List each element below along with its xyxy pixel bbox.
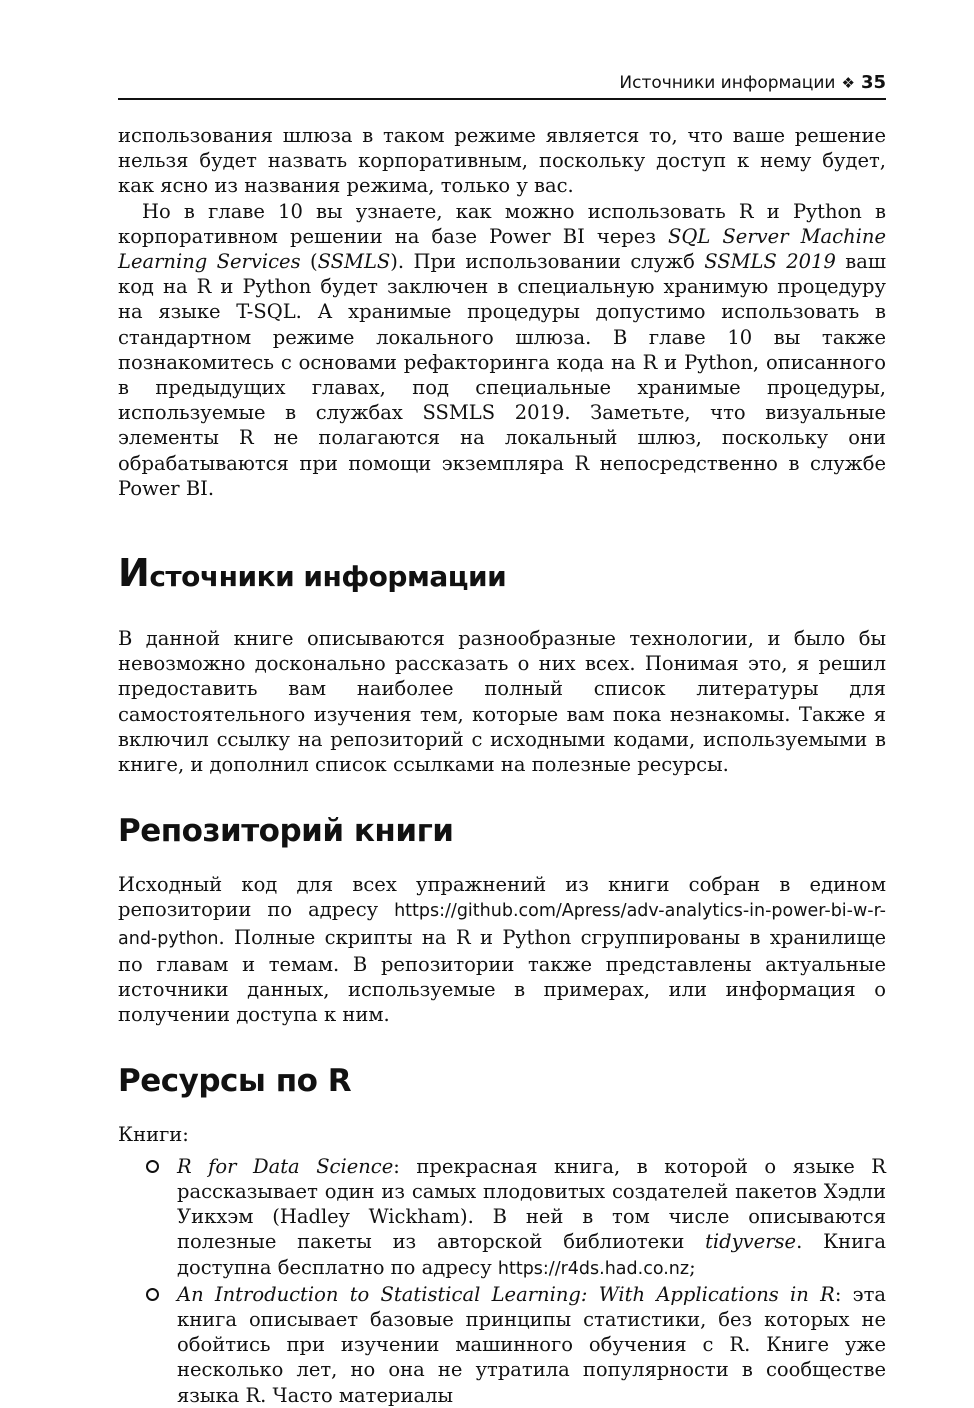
repository-paragraph: Исходный код для всех упражнений из книги собран в едином репозитории по адресу https://github.com/Apress/adv-analytics-in-power-bi-w-r-and-python. Полные скрипты на R и Python сгруппированы в хранилище по главам и темам. В репозитории также представлены актуальные источники данных, используемые в примерах, или информация о получении доступа к ним.: [118, 873, 886, 1027]
book-title: An Introduction to Statistical Learning: With Applications in R: [177, 1282, 835, 1306]
intro-paragraph-2: Но в главе 10 вы узнаете, как можно использовать R и Python в корпоративном решении на базе Power BI через SQL Server Machine Learning Services (SSMLS). При использовании служб SSMLS 2019 ваш код на R и Python будет заключен в специальную хранимую процедуру на языке T-SQL. А хранимые процедуры допустимо использовать в стандартном режиме локального шлюза. В главе 10 вы также познакомитесь с основами рефакторинга кода на R и Python, описанного в предыдущих главах, под специальные хранимые процедуры, используемые в службах SSMLS 2019. Заметьте, что визуальные элементы R не полагаются на локальный шлюз, поскольку они обрабатываются при помощи экземпляра R непосредственно в службе Power BI.: [118, 199, 886, 500]
book-link[interactable]: https://r4ds.had.co.nz: [497, 1258, 690, 1279]
page-body: [118, 123, 886, 1408]
subsection-heading-r-resources: Ресурсы по R: [118, 1063, 352, 1100]
repository-link[interactable]: https://github.com/Apress/adv-analytics-in-power-bi-w-r-and-python: [118, 901, 886, 949]
header-section-title: Источники информации: [619, 73, 836, 93]
running-header: [118, 70, 886, 100]
book-title: R for Data Science: [177, 1154, 394, 1178]
bullet-circle-icon: [146, 1160, 159, 1173]
term-ssmls-2019: SSMLS 2019: [704, 250, 836, 274]
term-sql-ml-services: SQL Server Machine Learning Services: [118, 224, 886, 274]
sources-paragraph: В данной книге описываются разнообразные технологии, и было бы невозможно досконально рассказать о них всех. Понимая это, я решил предоставить вам наиболее полный список литературы для самостоятельного изучения тем, которые вам пока незнакомы. Также я включил ссылку на репозиторий с исходными кодами, используемыми в книге, и дополнил список ссылками на полезные ресурсы.: [118, 627, 886, 777]
subsection-heading-repository: Репозиторий книги: [118, 813, 454, 850]
books-label: Книги:: [118, 1123, 189, 1147]
list-item: An Introduction to Statistical Learning: With Applications in R: эта книга описывает базовые принципы статистики, без которых не обойтись при изучении машинного обучения с R. Книге уже несколько лет, но она не утратила популярности в сообществе языка R. Часто материалы: [118, 1282, 886, 1408]
ornament-icon: ❖: [841, 74, 855, 92]
books-list: [118, 1154, 886, 1408]
intro-paragraph-1: использования шлюза в таком режиме является то, что ваше решение нельзя будет назвать корпоративным, поскольку доступ к нему будет, как ясно из названия режима, только у вас.: [118, 124, 886, 198]
term-ssmls: SSMLS: [317, 250, 391, 274]
library-name: tidyverse: [705, 1230, 797, 1254]
page-number: 35: [860, 72, 886, 93]
section-heading-sources: Источники информации: [118, 551, 507, 596]
list-item: R for Data Science: прекрасная книга, в которой о языке R рассказывает один из самых плодовитых создателей пакетов Хэдли Уикхэм (Hadley Wickham). В ней в том числе описываются полезные пакеты из авторской библиотеки tidyverse. Книга доступна бесплатно по адресу https://r4ds.had.co.nz;: [118, 1154, 886, 1282]
bullet-circle-icon: [146, 1288, 159, 1301]
